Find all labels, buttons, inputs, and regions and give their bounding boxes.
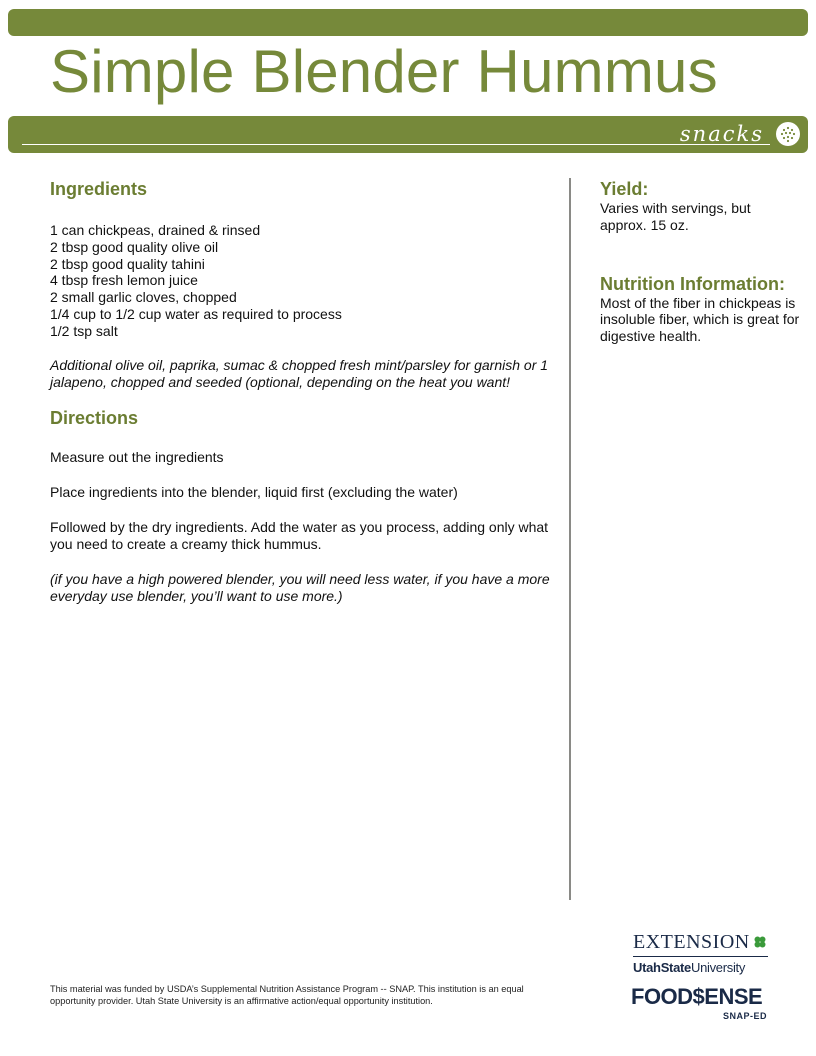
direction-note: (if you have a high powered blender, you will need less water, if you have a more everyday use blender, you’ll want to use more.) xyxy=(50,570,550,604)
category-bar xyxy=(8,116,808,153)
clover-icon xyxy=(753,935,767,954)
category-label: snacks xyxy=(679,122,764,146)
logo-rule xyxy=(633,956,768,957)
category-rule xyxy=(22,144,770,145)
ingredient-item: 2 tbsp good quality tahini xyxy=(50,255,205,272)
recipe-title: Simple Blender Hummus xyxy=(50,38,718,105)
usu-logo-regular: University xyxy=(690,960,746,975)
usu-logo-bold: UtahState xyxy=(633,960,691,975)
ingredient-item: 4 tbsp fresh lemon juice xyxy=(50,272,198,289)
ingredient-item: 2 tbsp good quality olive oil xyxy=(50,238,219,255)
directions-list xyxy=(50,449,550,605)
usu-logo xyxy=(633,960,745,975)
nutrition-heading: Nutrition Information: xyxy=(600,273,785,294)
foodsense-logo: FOOD$ENSE xyxy=(631,984,763,1009)
column-divider xyxy=(569,178,571,900)
ingredient-item: 1/2 tsp salt xyxy=(50,322,118,339)
left-column xyxy=(50,178,550,623)
direction-step: Measure out the ingredients xyxy=(50,448,224,465)
garnish-note: Additional olive oil, paprika, sumac & chopped fresh mint/parsley for garnish or 1 jalapeno, chopped and seeded (optional, depending on the heat you want! xyxy=(50,356,549,390)
plate-icon xyxy=(776,122,800,146)
funding-statement: This material was funded by USDA’s Supplemental Nutrition Assistance Program -- SNAP. This institution is an equal opportunity provider. Utah State University is an affirmative action/equal opportunity institution. xyxy=(50,984,524,1006)
header-top-bar xyxy=(8,9,808,36)
yield-heading: Yield: xyxy=(600,179,649,199)
yield-text: Varies with servings, but approx. 15 oz. xyxy=(600,200,751,233)
extension-logo: EXTENSION xyxy=(633,931,750,953)
ingredients-list xyxy=(50,222,550,340)
ingredient-item: 2 small garlic cloves, chopped xyxy=(50,289,237,306)
ingredients-heading: Ingredients xyxy=(50,179,148,199)
directions-heading: Directions xyxy=(50,407,139,428)
snap-ed-logo: SNAP-ED xyxy=(723,1011,768,1021)
direction-step: Followed by the dry ingredients. Add the water as you process, adding only what you need to create a creamy thick hummus. xyxy=(50,518,549,552)
ingredient-item: 1 can chickpeas, drained & rinsed xyxy=(50,222,261,238)
right-column xyxy=(600,178,800,345)
ingredient-item: 1/4 cup to 1/2 cup water as required to process xyxy=(50,305,342,322)
direction-step: Place ingredients into the blender, liquid first (excluding the water) xyxy=(50,483,458,500)
nutrition-text: Most of the fiber in chickpeas is insoluble fiber, which is great for digestive health. xyxy=(600,294,800,345)
